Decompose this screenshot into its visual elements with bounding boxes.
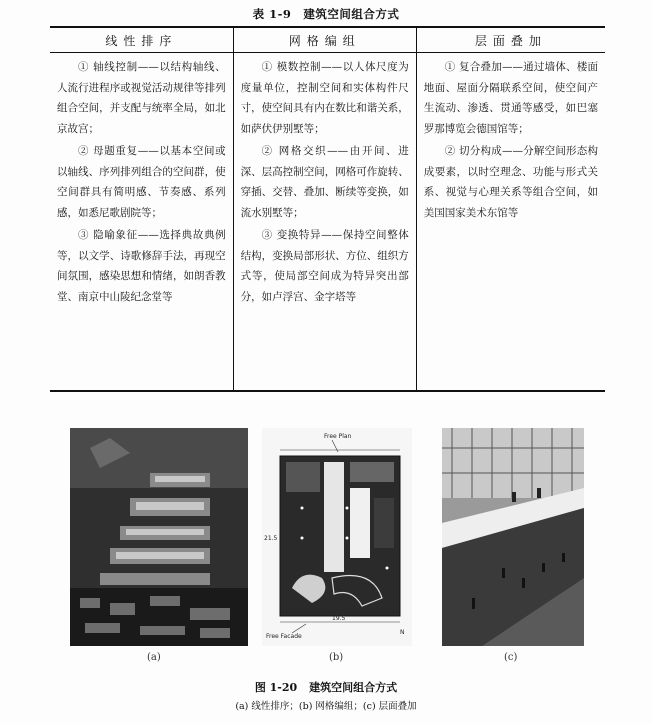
plan-drawing	[262, 428, 412, 646]
cell-paragraph: ① 复合叠加——通过墙体、楼面地面、屋面分隔联系空间，使空间产生流动、渗透、贯通等感受，如巴塞罗那博览会德国馆等；	[423, 61, 598, 135]
figure-label-c: (c)	[504, 652, 518, 663]
plan-top-label: Free Plan	[324, 433, 352, 440]
figure-number: 图 1-20	[254, 681, 298, 694]
cell-paragraph: ② 母题重复——以基本空间或以轴线、序列排列组合的空间群，使空间群具有简明感、节奏感、系列感，如悉尼歌剧院等；	[57, 145, 226, 219]
column-grid	[233, 53, 416, 392]
cell-paragraph: ② 切分构成——分解空间形态构成要素，以时空理念、功能与形式关系、视觉与心理关系等组合空间，如美国国家美术东馆等	[423, 145, 598, 219]
cell-paragraph: ③ 变换特异——保持空间整体结构，变换局部形状、方位、组织方式等，使局部空间成为特异突出部分，如卢浮宫、金字塔等	[240, 229, 409, 303]
header-grid: 网格编组	[233, 27, 416, 53]
table-header-row	[50, 27, 605, 53]
cell-paragraph: ③ 隐喻象征——选择典故典例等，以文学、诗歌修辞手法，再现空间氛围，感染思想和情绪，如朗香教堂、南京中山陵纪念堂等	[57, 229, 226, 303]
table-caption	[0, 6, 652, 22]
figure-label-a: (a)	[147, 652, 161, 663]
figure-title: 建筑空间组合方式	[309, 681, 398, 694]
figure-row	[0, 428, 652, 668]
figure-label-b: (b)	[329, 652, 344, 663]
table-number: 表 1-9	[252, 7, 292, 21]
plan-bottom-label: Free Facade	[266, 633, 302, 640]
plan-dimension: 19.5	[332, 615, 346, 622]
composition-table	[50, 26, 605, 392]
column-layer	[416, 53, 605, 392]
table-row	[50, 53, 605, 392]
plan-left-dimension: 21.5	[264, 535, 278, 542]
photo-interior	[442, 428, 584, 646]
header-linear: 线性排序	[50, 27, 233, 53]
figure-caption	[0, 679, 652, 695]
column-linear	[50, 53, 233, 392]
cell-paragraph: ② 网格交织——由开间、进深、层高控制空间，网格可作旋转、穿插、交替、叠加、断续等变换，如流水别墅等；	[240, 145, 409, 219]
cell-paragraph: ① 模数控制——以人体尺度为度量单位，控制空间和实体构件尺寸，使空间具有内在数比和谐关系，如萨伏伊别墅等；	[240, 61, 409, 135]
header-layer: 层面叠加	[416, 27, 605, 53]
svg-text:N: N	[400, 629, 405, 636]
photo-forbidden-city	[70, 428, 248, 646]
cell-paragraph: ① 轴线控制——以结构轴线、人流行进程序或视觉活动规律等排列组合空间，并支配与统率全局，如北京故宫；	[57, 61, 226, 135]
table-title: 建筑空间组合方式	[303, 7, 400, 21]
figure-subcaption: (a) 线性排序；(b) 网格编组；(c) 层面叠加	[235, 701, 417, 712]
